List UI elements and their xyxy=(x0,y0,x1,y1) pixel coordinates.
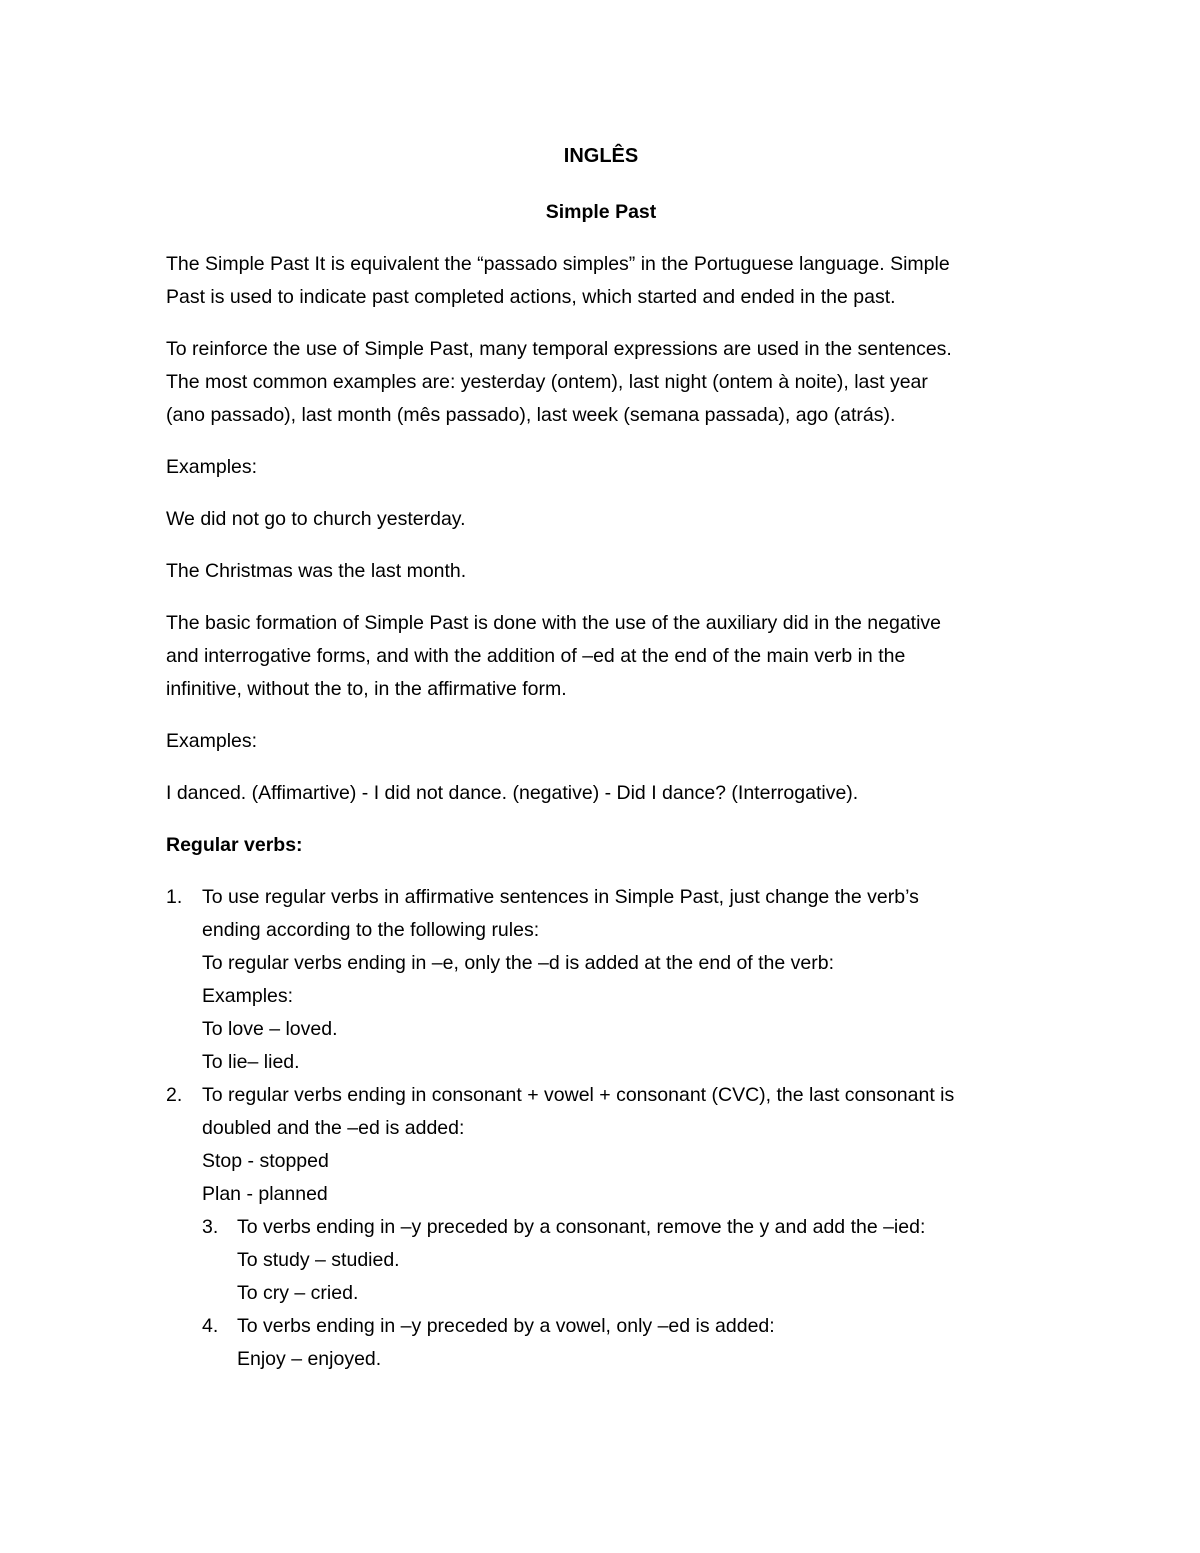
list-item xyxy=(166,1211,1036,1310)
document-title: INGLÊS xyxy=(563,145,639,167)
reinforce-line: The most common examples are: yesterday (ontem), last night (ontem à noite), last year xyxy=(166,371,928,393)
list-line: To lie– lied. xyxy=(202,1051,300,1073)
example-sentence: We did not go to church yesterday. xyxy=(166,508,466,530)
formation-line: The basic formation of Simple Past is done with the use of the auxiliary did in the negative xyxy=(166,612,942,634)
list-line: To study – studied. xyxy=(237,1249,400,1271)
list-number: 1. xyxy=(166,886,183,908)
list-line: Plan - planned xyxy=(202,1183,328,1205)
intro-line: Past is used to indicate past completed actions, which started and ended in the past. xyxy=(166,286,896,308)
reinforce-paragraph xyxy=(166,333,1036,432)
list-line: Stop - stopped xyxy=(202,1150,329,1172)
document-subtitle: Simple Past xyxy=(545,201,657,223)
rules-list xyxy=(166,881,1036,1376)
examples-label: Examples: xyxy=(166,456,258,478)
formation-line: and interrogative forms, and with the addition of –ed at the end of the main verb in the xyxy=(166,645,906,667)
reinforce-line: (ano passado), last month (mês passado), last week (semana passada), ago (atrás). xyxy=(166,404,896,426)
list-item xyxy=(166,1310,1036,1376)
list-number: 2. xyxy=(166,1084,183,1106)
list-line: To regular verbs ending in –e, only the –d is added at the end of the verb: xyxy=(202,952,835,974)
regular-verbs-heading: Regular verbs: xyxy=(166,834,303,856)
list-line: To love – loved. xyxy=(202,1018,338,1040)
list-line: To use regular verbs in affirmative sentences in Simple Past, just change the verb’s xyxy=(202,886,919,908)
list-item xyxy=(166,1079,1036,1211)
reinforce-line: To reinforce the use of Simple Past, many temporal expressions are used in the sentences. xyxy=(166,338,952,360)
list-line: Enjoy – enjoyed. xyxy=(237,1348,382,1370)
list-number: 4. xyxy=(202,1315,219,1337)
list-line: To verbs ending in –y preceded by a consonant, remove the y and add the –ied: xyxy=(237,1216,926,1238)
intro-paragraph xyxy=(166,248,1036,314)
intro-line: The Simple Past It is equivalent the “passado simples” in the Portuguese language. Simple xyxy=(166,253,950,275)
list-item xyxy=(166,881,1036,1079)
list-number: 3. xyxy=(202,1216,219,1238)
formation-paragraph xyxy=(166,607,1036,706)
list-line: doubled and the –ed is added: xyxy=(202,1117,465,1139)
list-line: Examples: xyxy=(202,985,294,1007)
list-line: To verbs ending in –y preceded by a vowel, only –ed is added: xyxy=(237,1315,775,1337)
list-line: To cry – cried. xyxy=(237,1282,359,1304)
document-content xyxy=(166,138,1036,1376)
list-line: To regular verbs ending in consonant + vowel + consonant (CVC), the last consonant is xyxy=(202,1084,955,1106)
examples-label: Examples: xyxy=(166,730,258,752)
example-sentence: The Christmas was the last month. xyxy=(166,560,467,582)
list-line: ending according to the following rules: xyxy=(202,919,540,941)
example-sentence: I danced. (Affimartive) - I did not dance. (negative) - Did I dance? (Interrogative). xyxy=(166,782,859,804)
formation-line: infinitive, without the to, in the affirmative form. xyxy=(166,678,567,700)
